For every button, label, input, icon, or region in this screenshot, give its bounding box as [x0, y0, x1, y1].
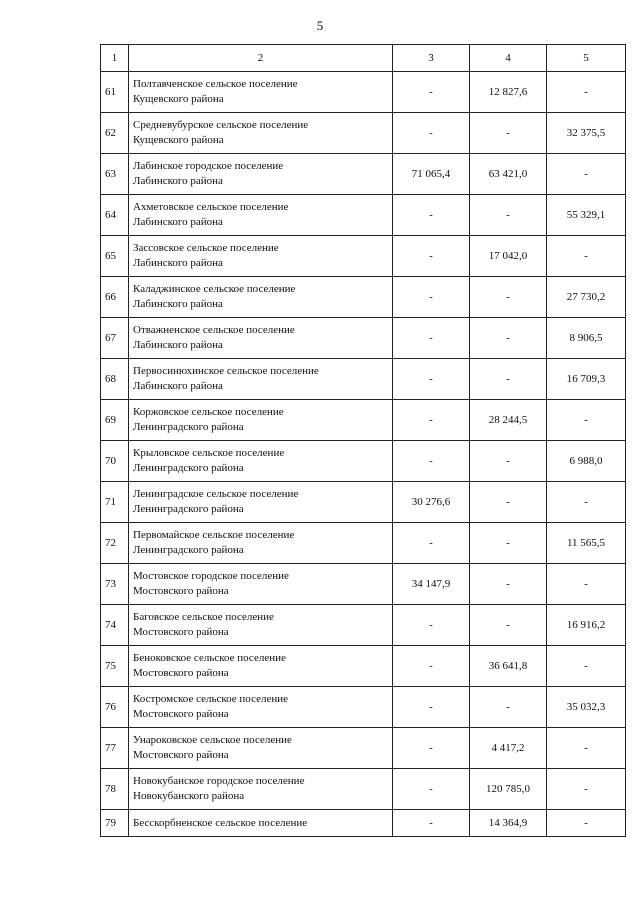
settlement-name	[129, 277, 393, 318]
row-number: 77	[101, 728, 129, 769]
amount-col-5: 8 906,5	[547, 318, 626, 359]
settlement-name	[129, 564, 393, 605]
amount-col-5: -	[547, 769, 626, 810]
settlement-name-line-2: Ленинградского района	[133, 544, 244, 556]
row-number: 75	[101, 646, 129, 687]
settlement-name-line-2: Новокубанского района	[133, 790, 245, 802]
settlement-name	[129, 195, 393, 236]
amount-col-3: -	[393, 810, 470, 837]
settlement-name-line-2: Кущевского района	[133, 93, 224, 105]
amount-col-4: -	[470, 605, 547, 646]
amount-col-5: -	[547, 482, 626, 523]
settlement-name-line-1: Бесскорбненское сельское поселение	[133, 816, 308, 829]
settlement-name	[129, 646, 393, 687]
amount-col-3: -	[393, 646, 470, 687]
settlement-name-line-2: Мостовского района	[133, 626, 229, 638]
settlement-name-line-2: Лабинского района	[133, 380, 223, 392]
amount-col-5: -	[547, 400, 626, 441]
settlement-name	[129, 605, 393, 646]
amount-col-5: 27 730,2	[547, 277, 626, 318]
row-number: 61	[101, 72, 129, 113]
table-row	[101, 236, 626, 277]
table-row	[101, 523, 626, 564]
settlement-name-line-2: Ленинградского района	[133, 462, 244, 474]
table-row	[101, 318, 626, 359]
settlement-name-line-1: Ленинградское сельское поселение	[133, 488, 299, 500]
amount-col-5: -	[547, 728, 626, 769]
row-number: 62	[101, 113, 129, 154]
settlement-name-line-1: Ахметовское сельское поселение	[133, 201, 289, 213]
header-col-4: 4	[470, 45, 547, 72]
amount-col-5: -	[547, 564, 626, 605]
table-row	[101, 359, 626, 400]
row-number: 71	[101, 482, 129, 523]
settlement-name	[129, 769, 393, 810]
amount-col-3: -	[393, 359, 470, 400]
settlement-name-line-1: Средневубурское сельское поселение	[133, 119, 309, 131]
amount-col-3: -	[393, 72, 470, 113]
settlement-name	[129, 318, 393, 359]
amount-col-4: 17 042,0	[470, 236, 547, 277]
amount-col-4: -	[470, 687, 547, 728]
table-header-row	[101, 45, 626, 72]
settlement-name-line-1: Зассовское сельское поселение	[133, 242, 279, 254]
header-col-1: 1	[101, 45, 129, 72]
settlement-name-line-1: Первосинюхинское сельское поселение	[133, 365, 319, 377]
table-row	[101, 564, 626, 605]
settlement-name-line-1: Новокубанское городское поселение	[133, 775, 305, 787]
settlement-name-line-1: Отважненское сельское поселение	[133, 324, 295, 336]
row-number: 72	[101, 523, 129, 564]
amount-col-5: -	[547, 646, 626, 687]
allocation-table	[100, 44, 626, 837]
settlement-name-line-1: Первомайское сельское поселение	[133, 529, 295, 541]
row-number: 79	[101, 810, 129, 837]
settlement-name-line-2: Лабинского района	[133, 175, 223, 187]
settlement-name-line-1: Лабинское городское поселение	[133, 160, 284, 172]
settlement-name-line-2: Лабинского района	[133, 339, 223, 351]
settlement-name-line-1: Унароковское сельское поселение	[133, 734, 292, 746]
amount-col-5: -	[547, 236, 626, 277]
settlement-name-line-2: Мостовского района	[133, 585, 229, 597]
amount-col-5: 32 375,5	[547, 113, 626, 154]
settlement-name	[129, 441, 393, 482]
settlement-name-line-2: Кущевского района	[133, 134, 224, 146]
amount-col-4: -	[470, 318, 547, 359]
row-number: 74	[101, 605, 129, 646]
settlement-name-line-1: Мостовское городское поселение	[133, 570, 289, 582]
page-number: 5	[316, 18, 324, 33]
amount-col-4: 63 421,0	[470, 154, 547, 195]
amount-col-4: 12 827,6	[470, 72, 547, 113]
row-number: 63	[101, 154, 129, 195]
amount-col-5: -	[547, 810, 626, 837]
amount-col-4: 120 785,0	[470, 769, 547, 810]
settlement-name	[129, 687, 393, 728]
row-number: 64	[101, 195, 129, 236]
amount-col-4: 36 641,8	[470, 646, 547, 687]
amount-col-4: -	[470, 195, 547, 236]
table-row	[101, 728, 626, 769]
amount-col-4: 14 364,9	[470, 810, 547, 837]
table-row	[101, 400, 626, 441]
amount-col-4: 4 417,2	[470, 728, 547, 769]
amount-col-5: 55 329,1	[547, 195, 626, 236]
amount-col-4: -	[470, 359, 547, 400]
amount-col-3: 30 276,6	[393, 482, 470, 523]
table-row	[101, 277, 626, 318]
amount-col-3: -	[393, 400, 470, 441]
settlement-name	[129, 482, 393, 523]
row-number: 66	[101, 277, 129, 318]
row-number: 67	[101, 318, 129, 359]
settlement-name-line-2: Лабинского района	[133, 298, 223, 310]
row-number: 73	[101, 564, 129, 605]
amount-col-3: -	[393, 605, 470, 646]
settlement-name-line-1: Полтавченское сельское поселение	[133, 78, 298, 90]
settlement-name-line-1: Баговское сельское поселение	[133, 611, 274, 623]
settlement-name	[129, 728, 393, 769]
amount-col-4: -	[470, 441, 547, 482]
table-row	[101, 769, 626, 810]
settlement-name-line-2: Ленинградского района	[133, 503, 244, 515]
table-row	[101, 441, 626, 482]
row-number: 70	[101, 441, 129, 482]
settlement-name-line-2: Лабинского района	[133, 257, 223, 269]
amount-col-3: -	[393, 318, 470, 359]
settlement-name	[129, 400, 393, 441]
amount-col-4: 28 244,5	[470, 400, 547, 441]
table-row	[101, 195, 626, 236]
settlement-name	[129, 523, 393, 564]
amount-col-5: 35 032,3	[547, 687, 626, 728]
settlement-name	[129, 359, 393, 400]
table-row	[101, 605, 626, 646]
amount-col-3: -	[393, 687, 470, 728]
settlement-name	[129, 72, 393, 113]
amount-col-4: -	[470, 523, 547, 564]
row-number: 68	[101, 359, 129, 400]
row-number: 76	[101, 687, 129, 728]
amount-col-4: -	[470, 564, 547, 605]
settlement-name-line-1: Крыловское сельское поселение	[133, 447, 285, 459]
amount-col-4: -	[470, 277, 547, 318]
amount-col-3: -	[393, 195, 470, 236]
settlement-name	[129, 154, 393, 195]
amount-col-3: -	[393, 728, 470, 769]
settlement-name-line-2: Ленинградского района	[133, 421, 244, 433]
header-col-2: 2	[129, 45, 393, 72]
amount-col-5: -	[547, 72, 626, 113]
settlement-name-line-1: Беноковское сельское поселение	[133, 652, 286, 664]
table-row	[101, 482, 626, 523]
table-row	[101, 72, 626, 113]
amount-col-3: -	[393, 441, 470, 482]
amount-col-5: 11 565,5	[547, 523, 626, 564]
amount-col-3: 71 065,4	[393, 154, 470, 195]
table-row	[101, 687, 626, 728]
table-row	[101, 113, 626, 154]
amount-col-4: -	[470, 113, 547, 154]
settlement-name-line-2: Лабинского района	[133, 216, 223, 228]
amount-col-4: -	[470, 482, 547, 523]
amount-col-5: 16 916,2	[547, 605, 626, 646]
table-row	[101, 810, 626, 837]
amount-col-5: -	[547, 154, 626, 195]
row-number: 78	[101, 769, 129, 810]
row-number: 65	[101, 236, 129, 277]
settlement-name-line-2: Мостовского района	[133, 749, 229, 761]
table-row	[101, 154, 626, 195]
amount-col-3: -	[393, 523, 470, 564]
settlement-name-line-2: Мостовского района	[133, 667, 229, 679]
table-row	[101, 646, 626, 687]
settlement-name	[129, 236, 393, 277]
settlement-name-line-1: Коржовское сельское поселение	[133, 406, 284, 418]
amount-col-5: 16 709,3	[547, 359, 626, 400]
row-number: 69	[101, 400, 129, 441]
amount-col-3: -	[393, 769, 470, 810]
settlement-name	[129, 810, 393, 837]
settlement-name-line-2: Мостовского района	[133, 708, 229, 720]
header-col-5: 5	[547, 45, 626, 72]
amount-col-5: 6 988,0	[547, 441, 626, 482]
settlement-name-line-1: Каладжинское сельское поселение	[133, 283, 296, 295]
settlement-name-line-1: Костромское сельское поселение	[133, 693, 288, 705]
amount-col-3: -	[393, 277, 470, 318]
header-col-3: 3	[393, 45, 470, 72]
amount-col-3: -	[393, 113, 470, 154]
settlement-name	[129, 113, 393, 154]
amount-col-3: -	[393, 236, 470, 277]
amount-col-3: 34 147,9	[393, 564, 470, 605]
